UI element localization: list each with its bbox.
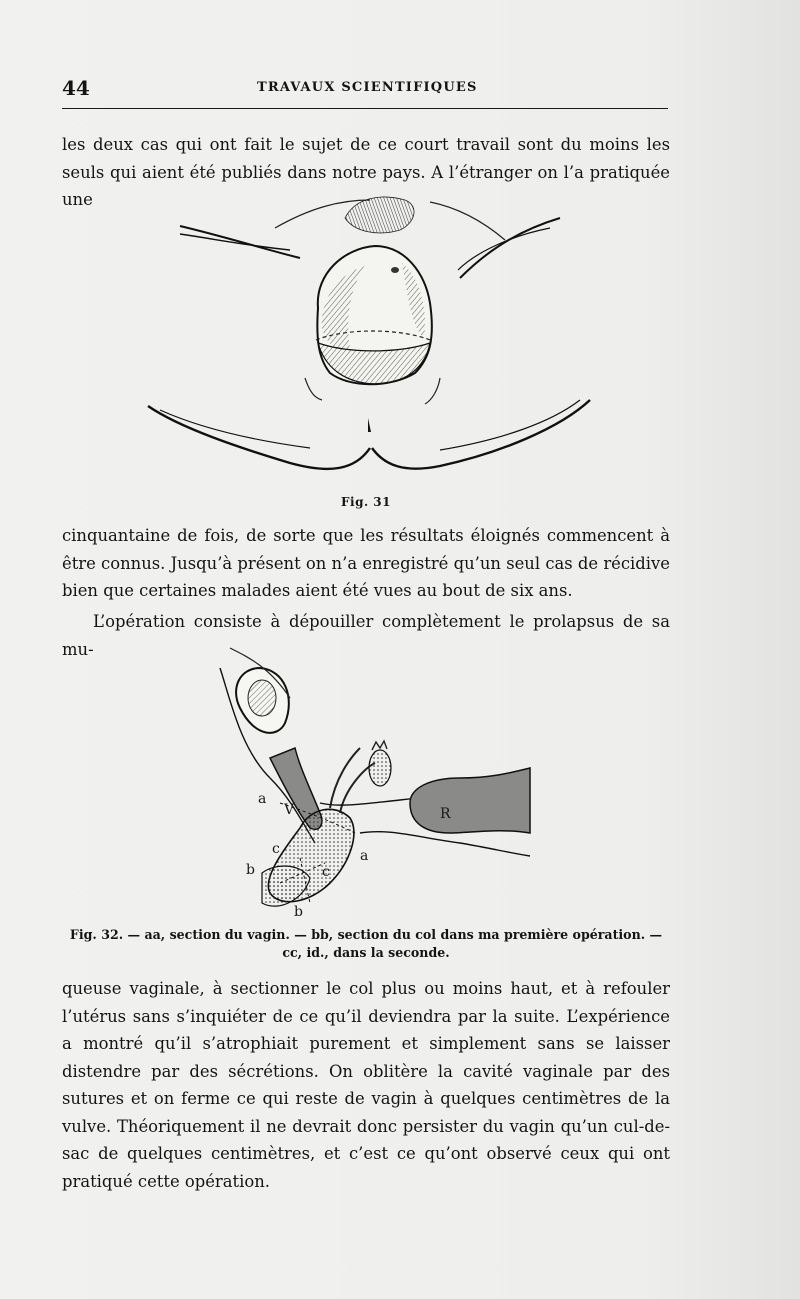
label-a-1: a [258,791,267,807]
label-R: R [440,806,451,822]
running-head: TRAVAUX SCIENTIFIQUES [257,80,478,95]
figure-32-caption: Fig. 32. — aa, section du vagin. — bb, section du col dans ma première opération. — cc, id., dans la seconde. [69,927,663,960]
paragraph-operation: L’opération consiste à dépouiller complètement le prolapsus de sa mu- [62,612,670,659]
label-a-2: a [360,848,369,864]
paragraph-results: cinquantaine de fois, de sorte que les résultats éloignés commencent à être connus. Jusqu’à présent on n’a enregistré qu’un seul cas de récidive bien que certaines malades aient été vues au bout de six ans. [62,526,670,600]
figure-31-caption: Fig. 31 [340,495,392,509]
label-b-2: b [294,904,303,920]
label-c-2: c [322,864,330,880]
paragraph-intro: les deux cas qui ont fait le sujet de ce court travail sont du moins les seuls qui aient été publiés dans notre pays. A l’étranger on l’a pratiquée une [62,135,670,209]
page-header [62,76,668,100]
page-number: 44 [62,76,90,100]
figure-32-illustration [200,628,540,920]
label-c-1: c [272,841,280,857]
header-rule [62,108,668,109]
label-b-1: b [246,862,255,878]
paragraph-procedure: queuse vaginale, à sectionner le col plus ou moins haut, et à refouler l’utérus sans s’inquiéter de ce qu’il deviendra par la suite. L’expérience a montré qu’il s’atrophiait purement et simplement sans se laisser distendre par des sécrétions. On oblitère la cavité vaginale par des sutures et on ferme ce qui reste de vagin à quelques centimètres de la vulve. Théoriquement il ne devrait donc persister du vagin qu’un cul-de-sac de quelques centimètres, et c’est ce qu’ont observé ceux qui ont pratiqué cette opération. [62,979,670,1191]
figure-31-illustration [140,178,600,496]
label-V: V [284,802,295,818]
